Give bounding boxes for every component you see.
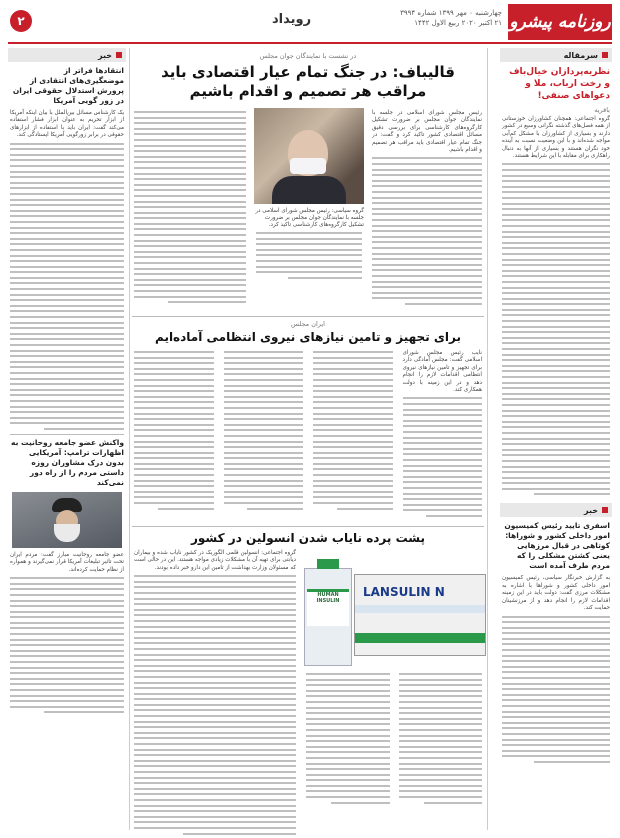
bullet-icon [116, 52, 122, 58]
bottle-label: HUMAN INSULIN [307, 589, 349, 626]
sub-column [311, 348, 395, 521]
sub-body-lines [313, 351, 393, 510]
main-body-text: رئیس مجلس شورای اسلامی در جلسه با نمایندگان جوان مجلس بر ضرورت تشکیل کارگروه‌های کارشناسی برای بررسی دقیق مسائل اقتصادی کشور تاکید کرد و گفت: در جنگ تمام عیار اقتصادی باید مراقب هر تصمیم و اقدام باشیم. [372, 110, 482, 154]
bullet-icon [602, 507, 608, 513]
main-body-left [132, 108, 248, 307]
insulin-body-lines [399, 673, 483, 807]
insulin-body-right [304, 670, 484, 810]
sub-column [401, 348, 485, 521]
news-title[interactable]: انتقادها فراتر از موضعگیری‌های انتقادی از پرورش استدلال حقوقی ایران در زور گویی آمریکا [12, 66, 124, 105]
sub-body-lines [403, 397, 483, 516]
photo-figure-suit [272, 176, 346, 204]
editorial-label: سرمقاله [563, 50, 598, 60]
issue-info [400, 8, 502, 28]
bullet-icon [602, 52, 608, 58]
insulin-body-left [132, 548, 298, 838]
insulin-story [132, 526, 484, 545]
insulin-box-image [354, 574, 486, 656]
page-number-badge: ۲ [10, 10, 32, 32]
newspaper-logo[interactable] [508, 4, 612, 40]
news-box-text: به گزارش خبرنگار سیاسی، رئیس کمیسیون امور داخلی کشور و شوراها با اشاره به مشکلات مرزی گفت: دولت باید در این زمینه اقدامات لازم را انجام دهد و از مرزنشینان حمایت کند. [502, 575, 610, 612]
sub-body-text: نایب رئیس مجلس شورای اسلامی گفت: مجلس آمادگی دارد برای تجهیز و تامین نیازهای نیروی انتظامی اقدامات لازم را انجام دهد و در این زمینه با دولت همکاری کند. [402, 350, 482, 394]
news-box-title[interactable]: اسفری تایید رئیس کمیسیون امور داخلی کشور و شوراها: کوتاهی در قبال مرزهایی یعنی کشتن مشکلی را که مردم طرف آمده است [504, 521, 610, 571]
news-column-label: خبر [97, 50, 112, 60]
news-text: یک کارشناس مسائل بین‌الملل با بیان اینکه آمریکا از ابزار تحریم به عنوان ابزار فشار استفاده می‌کند گفت: ایران باید با استفاده از ابزارهای حقوقی در برابر زورگویی آمریکا ایستادگی کند. [10, 110, 124, 139]
editorial-author: باقریه [594, 106, 610, 114]
box-stripe [355, 605, 485, 613]
main-headline[interactable]: قالیباف: در جنگ تمام عیار اقتصادی باید مراقب هر تصمیم و اقدام باشیم [161, 63, 455, 100]
header-divider [8, 42, 612, 44]
insulin-bottle-image [304, 568, 352, 666]
news-body-lines-2 [10, 577, 124, 713]
sub-body-lines [134, 351, 214, 510]
insulin-brand: LANSULIN N [363, 585, 445, 599]
news-box-header [500, 503, 612, 517]
editorial-column [500, 48, 612, 830]
bottle-cap [317, 559, 339, 569]
caption-body-lines [256, 232, 362, 279]
sub-kicker: ایران مجلس [291, 320, 325, 328]
editorial-title[interactable]: نظریه‌پردازان خیال‌باف و رخت ارباب، ملا و دعواهای صنفی! [509, 67, 610, 101]
sub-column [222, 348, 306, 521]
sub-story-columns [132, 348, 484, 521]
sub-body-lines [224, 351, 304, 510]
column-divider [129, 48, 130, 830]
editorial-header [500, 48, 612, 62]
page-header [0, 0, 620, 44]
sub-column [132, 348, 216, 521]
sub-story [132, 316, 484, 521]
news-text-2: عضو جامعه روحانیت مبارز گفت: مردم ایران تحت تاثیر تبلیغات آمریکا قرار نمی‌گیرند و همواره از نظام حمایت کرده‌اند. [10, 551, 124, 573]
main-body-lines [372, 157, 482, 304]
news-box-label: خبر [583, 505, 598, 515]
main-kicker: در نشست با نمایندگان جوان مجلس [259, 52, 357, 60]
photo-caption: گروه سیاسی: رئیس مجلس شورای اسلامی در جلسه با نمایندگان جوان مجلس بر ضرورت تشکیل کارگروه‌های کارشناسی تاکید کرد. [255, 208, 364, 228]
insulin-headline[interactable]: پشت پرده نایاب شدن انسولین در کشور [191, 531, 425, 545]
photo-beard [54, 524, 80, 542]
insulin-body-lines [306, 673, 390, 807]
section-title: رویداد [272, 12, 312, 27]
news-body-lines [10, 143, 124, 430]
news-column-header [8, 48, 126, 62]
box-green-stripe [355, 633, 485, 643]
main-body-right [370, 108, 484, 308]
main-story-area [132, 48, 484, 830]
sub-headline[interactable]: برای تجهیز و تامین نیازهای نیروی انتظامی آماده‌ایم [155, 330, 461, 344]
main-photo [254, 108, 364, 204]
news-box-body-lines [502, 616, 610, 763]
photo-figure-mask [290, 158, 326, 174]
main-body-lines-left [134, 111, 246, 303]
cleric-photo [12, 492, 122, 548]
issue-date-line: چهارشنبه ۰ مهر ۱۳۹۹ شماره ۳۹۹۴ [400, 9, 502, 17]
news-title-2[interactable]: واکنش عضو جامعه روحانیت به اظهارات ترامپ: آمریکایی بدون درک مشاوران روزه داستی مردم را از راه دور نمی‌کند [10, 434, 124, 488]
column-divider [487, 48, 488, 830]
logo-text: روزنامه پیشرو [509, 12, 611, 32]
news-column [8, 48, 126, 830]
photo-caption-block [254, 208, 364, 282]
insulin-body-lines [134, 575, 296, 834]
editorial-text: گروه اجتماعی: همچنان کشاورزان خوزستانی از همه فصل‌های گذشته نگرانی وسیع در کشور دارند و بسیاری از کشاورزان با مشکل کم‌آبی مواجه شده‌اند و با این وضعیت نسبت به آینده خود نگران هستند و بسیاری از آنها به دنبال راهکاری برای مقابله با این شرایط هستند. [502, 116, 610, 160]
insulin-body-text: گروه اجتماعی: انسولین قلمی الگوریک در کشور نایاب شده و بیماران دیابتی برای تهیه آن با مشکلات زیادی مواجه هستند. این در حالی است که مسئولان وزارت بهداشت از تامین این دارو خبر داده بودند. [134, 550, 296, 571]
issue-date-line-2: ۲۱ اکتبر ۲۰۲۰ ربیع الاول ۱۴۴۲ [414, 19, 502, 27]
editorial-body-lines [502, 163, 610, 495]
